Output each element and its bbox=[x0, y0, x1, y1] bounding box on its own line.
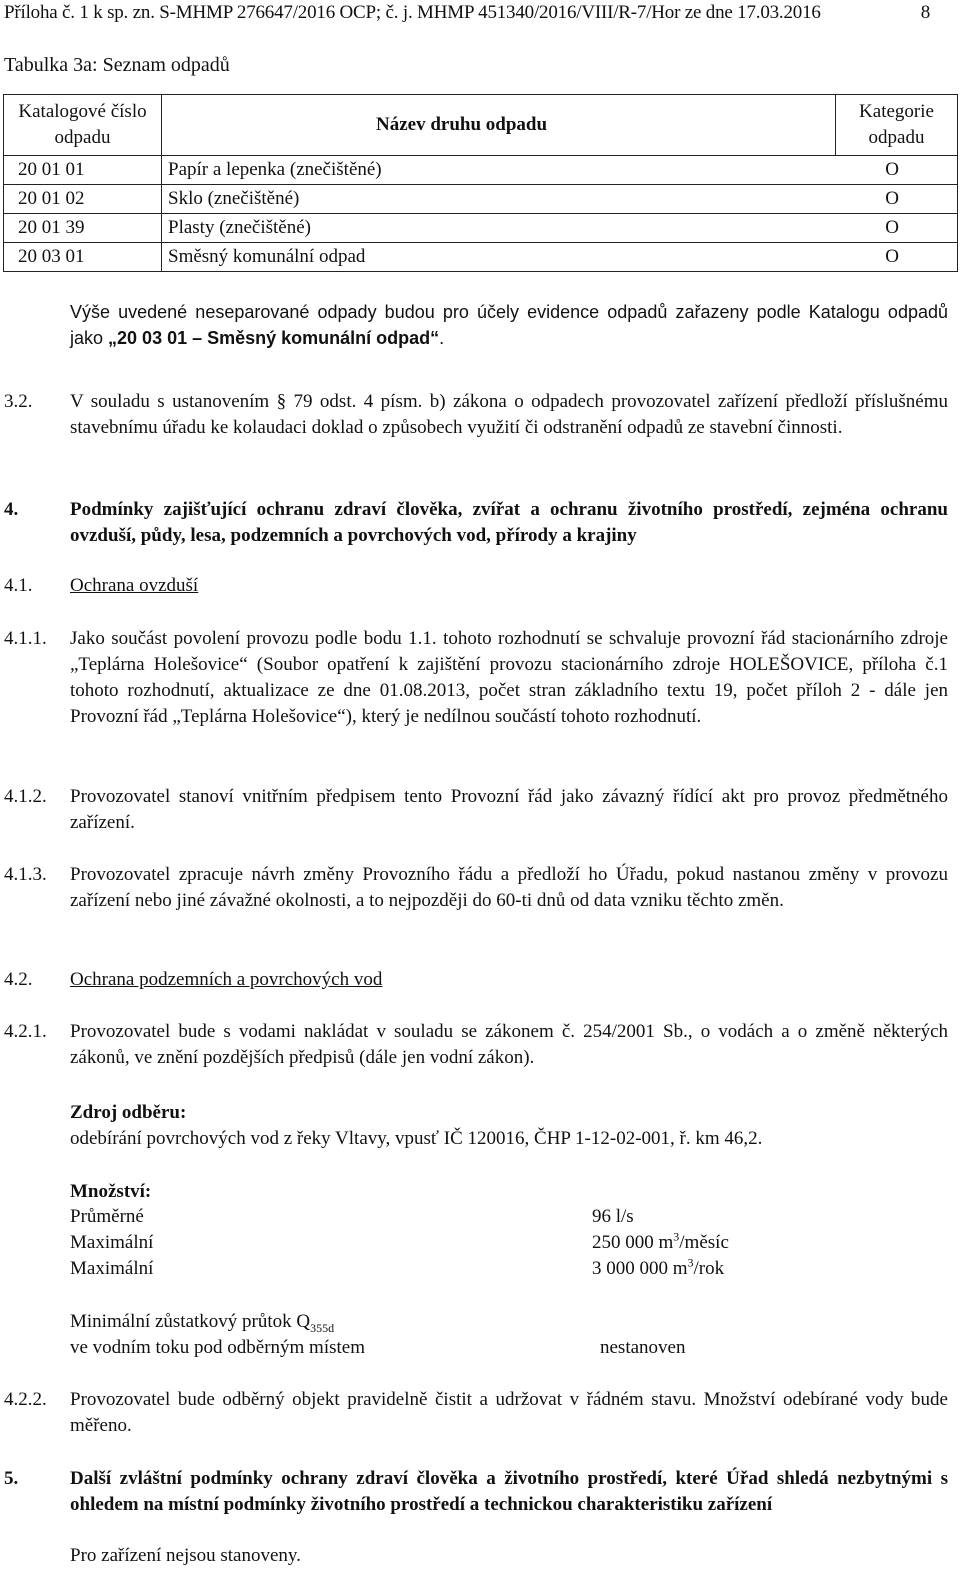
col-header-code: Katalogové číslo odpadu bbox=[4, 95, 162, 156]
residual-flow-label: Minimální zůstatkový průtok $Q_{355d}$ bbox=[70, 1311, 335, 1335]
section-number: 4.1. bbox=[4, 575, 33, 596]
waste-note: Výše uvedené neseparované odpady budou pro účely evidence odpadů zařazeny podle Katalogu odpadů jako „20 03 01 – Směsný komunální odpad“. bbox=[70, 302, 948, 348]
section-number: 3.2. bbox=[4, 391, 33, 412]
table-row: 20 01 39 Plasty (znečištěné) O bbox=[4, 214, 958, 243]
residual-flow-value: nestanoven bbox=[600, 1337, 686, 1358]
residual-flow-location: ve vodním toku pod odběrným místem bbox=[70, 1337, 366, 1358]
section-number: 4.1.2. bbox=[4, 786, 47, 807]
quantity-row-value: 96 l/s bbox=[592, 1206, 634, 1227]
col-header-name: Název druhu odpadu bbox=[162, 95, 836, 156]
section-4-1-2-text: Provozovatel stanoví vnitřním předpisem tento Provozní řád jako závazný řídící akt pro provoz předmětného zařízení. bbox=[70, 786, 948, 833]
header-reference: Příloha č. 1 k sp. zn. S-MHMP 276647/2016 OCP; č. j. MHMP 451340/2016/VIII/R-7/Hor ze dne 17.03.2016 bbox=[4, 2, 821, 23]
section-4-2-2-text: Provozovatel bude odběrný objekt pravidelně čistit a udržovat v řádném stavu. Množství odebírané vody bude měřeno. bbox=[70, 1389, 948, 1436]
col-header-category: Kategorie odpadu bbox=[836, 95, 958, 156]
table-row: 20 03 01 Směsný komunální odpad O bbox=[4, 243, 958, 272]
section-number: 4.1.1. bbox=[4, 628, 47, 649]
quantity-label: Množství: bbox=[70, 1181, 152, 1202]
section-number: 4.2. bbox=[4, 969, 33, 990]
section-4-1-1-text: Jako součást povolení provozu podle bodu 1.1. tohoto rozhodnutí se schvaluje provozní řád stacionárního zdroje „Teplárna Holešovice“ (Soubor opatření k zajištění provozu stacionárního zdroje HOLEŠOVICE, příloha č.1 tohoto rozhodnutí, aktualizace ze dne 01.08.2013, počet stran základního textu 19, počet příloh 2 - dále jen Provozní řád „Teplárna Holešovice“), který je nedílnou součástí tohoto rozhodnutí. bbox=[70, 628, 948, 727]
table-title: Tabulka 3a: Seznam odpadů bbox=[4, 54, 230, 76]
section-number: 4.2.1. bbox=[4, 1021, 47, 1042]
quantity-row-value: 250 000 $m^3$/měsíc bbox=[592, 1229, 729, 1253]
quantity-row-name: Průměrné bbox=[70, 1206, 144, 1227]
section-3-2-text: V souladu s ustanovením § 79 odst. 4 písm. b) zákona o odpadech provozovatel zařízení předloží příslušnému stavebnímu úřadu ke kolaudaci doklad o způsobech využití či odstranění odpadů ze stavební činnosti. bbox=[70, 391, 948, 438]
source-text: odebírání povrchových vod z řeky Vltavy, vpusť IČ 120016, ČHP 1-12-02-001, ř. km 46,2. bbox=[70, 1128, 763, 1149]
section-4-2-title: Ochrana podzemních a povrchových vod bbox=[70, 969, 383, 990]
section-number: 5. bbox=[4, 1468, 19, 1489]
section-4-1-3-text: Provozovatel zpracuje návrh změny Provozního řádu a předloží ho Úřadu, pokud nastanou změny v provozu zařízení nebo jiné závažné okolnosti, a to nejpozději do 60-ti dnů od data vzniku těchto změn. bbox=[70, 864, 948, 911]
section-4-title: Podmínky zajišťující ochranu zdraví člověka, zvířat a ochranu životního prostředí, zejména ochranu ovzduší, půdy, lesa, podzemních a povrchových vod, přírody a krajiny bbox=[70, 499, 948, 546]
section-4-1-title: Ochrana ovzduší bbox=[70, 575, 199, 596]
quantity-row-name: Maximální bbox=[70, 1232, 154, 1253]
section-5-title: Další zvláštní podmínky ochrany zdraví člověka a životního prostředí, které Úřad shledá nezbytnými s ohledem na místní podmínky životního prostředí a technickou charakteristiku zařízení bbox=[70, 1468, 948, 1515]
section-number: 4.1.3. bbox=[4, 864, 47, 885]
source-label: Zdroj odběru: bbox=[70, 1102, 187, 1123]
quantity-row-value: 3 000 000 $m^3$/rok bbox=[592, 1255, 725, 1279]
page-header bbox=[4, 0, 954, 26]
table-row: 20 01 01 Papír a lepenka (znečištěné) O bbox=[4, 156, 958, 185]
section-4-2-1-text: Provozovatel bude s vodami nakládat v souladu se zákonem č. 254/2001 Sb., o vodách a o změně některých zákonů, ve znění pozdějších předpisů (dále jen vodní zákon). bbox=[70, 1021, 948, 1068]
section-5-text: Pro zařízení nejsou stanoveny. bbox=[70, 1545, 301, 1566]
table-row: 20 01 02 Sklo (znečištěné) O bbox=[4, 185, 958, 214]
waste-table bbox=[3, 94, 958, 272]
page-number: 8 bbox=[920, 2, 930, 23]
quantity-row-name: Maximální bbox=[70, 1258, 154, 1279]
section-number: 4.2.2. bbox=[4, 1389, 47, 1410]
section-number: 4. bbox=[4, 499, 19, 520]
